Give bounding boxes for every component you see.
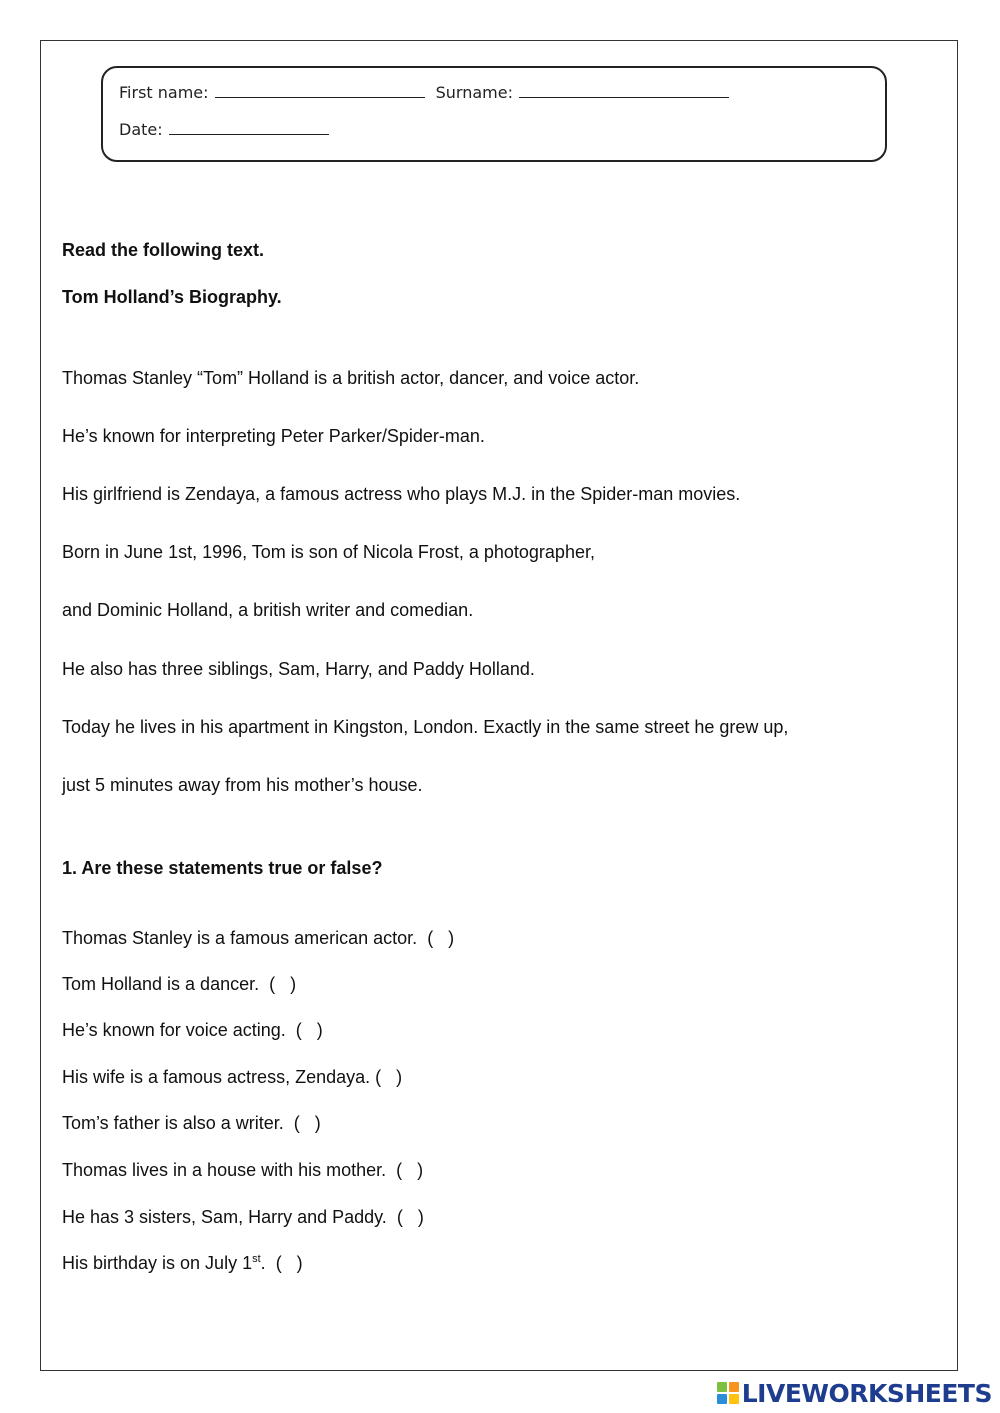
statement-2 [62, 973, 296, 995]
liveworksheets-logo-icon [717, 1382, 739, 1404]
biography-title: Tom Holland’s Biography. [62, 287, 282, 307]
paragraph-7: Today he lives in his apartment in Kingston, London. Exactly in the same street he grew up, [62, 717, 789, 737]
ordinal-suffix: st [252, 1253, 261, 1265]
question-heading: 1. Are these statements true or false? [62, 858, 383, 878]
brand-text: LIVEWORKSHEETS [741, 1378, 992, 1408]
paragraph-5: and Dominic Holland, a british writer and comedian. [62, 600, 474, 620]
first-name-label: First name: [119, 83, 209, 102]
paragraph-6: He also has three siblings, Sam, Harry, and Paddy Holland. [62, 659, 535, 679]
statement-5 [62, 1112, 321, 1134]
answer-slot[interactable]: ( ) [375, 1067, 403, 1087]
answer-slot[interactable]: ( ) [275, 1253, 303, 1273]
answer-slot[interactable]: ( ) [396, 1207, 424, 1227]
answer-slot[interactable]: ( ) [427, 928, 455, 948]
answer-slot[interactable]: ( ) [295, 1020, 323, 1040]
paragraph-4: Born in June 1st, 1996, Tom is son of Nicola Frost, a photographer, [62, 542, 595, 562]
instructions: Read the following text. [62, 240, 265, 260]
statement-text: Thomas lives in a house with his mother. [62, 1160, 387, 1180]
statement-text: His wife is a famous actress, Zendaya. [62, 1067, 371, 1087]
date-row [119, 118, 329, 139]
paragraph-3: His girlfriend is Zendaya, a famous actress who plays M.J. in the Spider-man movies. [62, 484, 741, 504]
answer-slot[interactable]: ( ) [269, 974, 297, 994]
statement-7 [62, 1206, 424, 1228]
statement-text: Tom Holland is a dancer. [62, 974, 260, 994]
statement-text: Thomas Stanley is a famous american actor. [62, 928, 418, 948]
date-field[interactable] [169, 118, 329, 135]
paragraph-1: Thomas Stanley “Tom” Holland is a british actor, dancer, and voice actor. [62, 368, 640, 388]
surname-label: Surname: [435, 83, 513, 102]
statement-6 [62, 1159, 423, 1181]
statement-period: . [260, 1253, 266, 1273]
first-name-field[interactable] [215, 81, 425, 98]
statement-3 [62, 1019, 323, 1041]
answer-slot[interactable]: ( ) [293, 1113, 321, 1133]
paragraph-2: He’s known for interpreting Peter Parker/Spider-man. [62, 426, 485, 446]
surname-field[interactable] [519, 81, 729, 98]
date-label: Date: [119, 120, 163, 139]
statement-text: He’s known for voice acting. [62, 1020, 286, 1040]
statement-8 [62, 1252, 303, 1274]
statement-text: He has 3 sisters, Sam, Harry and Paddy. [62, 1207, 387, 1227]
answer-slot[interactable]: ( ) [396, 1160, 424, 1180]
statement-1 [62, 927, 454, 949]
student-info-box [101, 66, 887, 162]
statement-text: His birthday is on July 1 [62, 1253, 253, 1273]
name-row [119, 81, 735, 102]
liveworksheets-brand [717, 1379, 992, 1407]
statement-4 [62, 1066, 402, 1088]
paragraph-8: just 5 minutes away from his mother’s house. [62, 775, 423, 795]
statement-text: Tom’s father is also a writer. [62, 1113, 284, 1133]
